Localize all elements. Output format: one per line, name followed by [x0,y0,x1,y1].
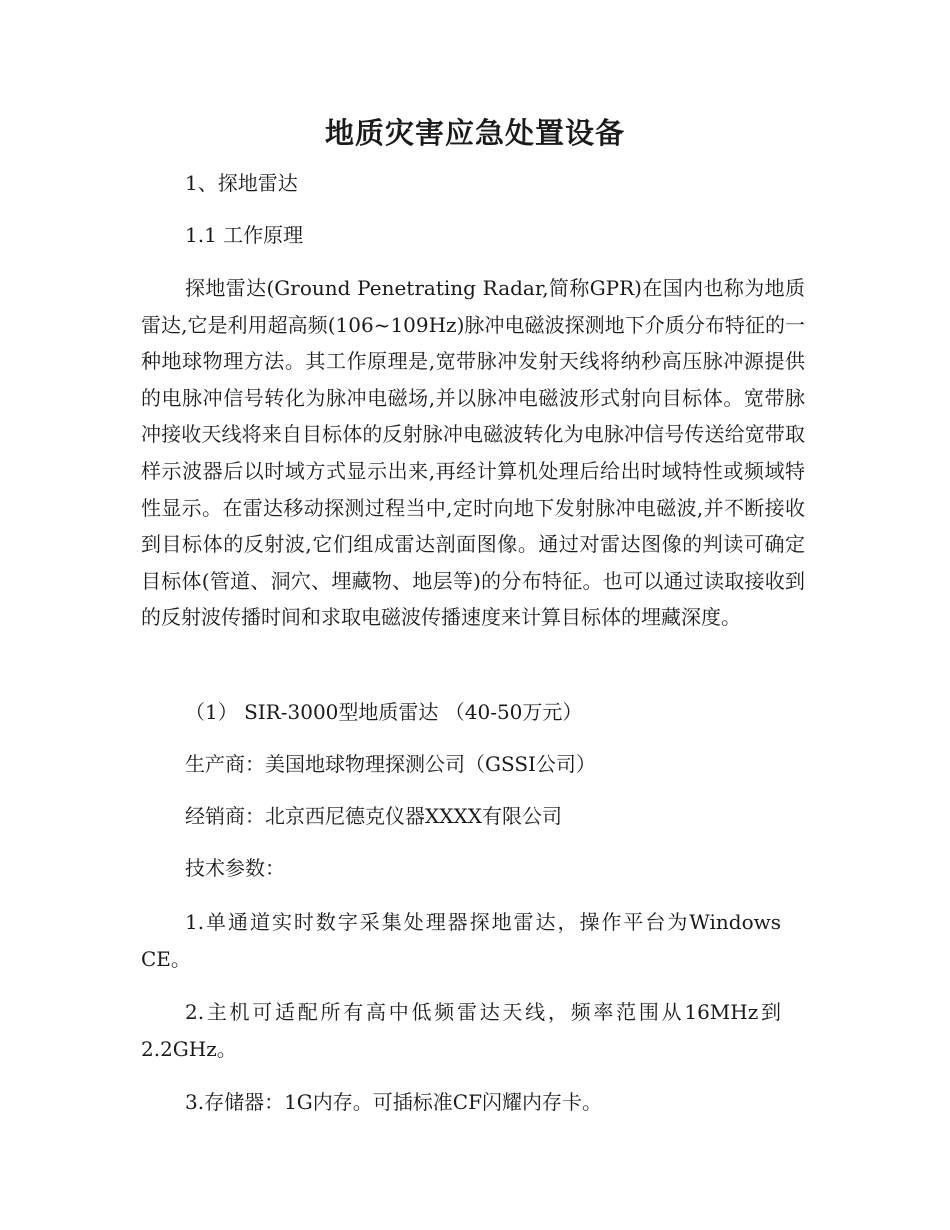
principle-paragraph: 探地雷达(Ground Penetrating Radar,简称GPR)在国内也称为地质雷达,它是利用超高频(106~109Hz)脉冲电磁波探测地下介质分布特征的一种地球物理方法。其工作原理是,宽带脉冲发射天线将纳秒高压脉冲源提供的电脉冲信号转化为脉冲电磁场,并以脉冲电磁波形式射向目标体。宽带脉冲接收天线将来自目标体的反射脉冲电磁波转化为电脉冲信号传送给宽带取样示波器后以时域方式显示出来,再经计算机处理后给出时域特性或频域特性显示。在雷达移动探测过程当中,定时向地下发射脉冲电磁波,并不断接收到目标体的反射波,它们组成雷达剖面图像。通过对雷达图像的判读可确定目标体(管道、洞穴、埋藏物、地层等)的分布特征。也可以通过读取接收到的反射波传播时间和求取电磁波传播速度来计算目标体的埋藏深度。 [141,276,805,630]
section-heading-1-1: 1.1 工作原理 [185,223,304,247]
section-heading-1: 1、探地雷达 [185,171,298,195]
product-heading: （1） SIR-3000型地质雷达 （40-50万元） [185,700,583,724]
distributor-line: 经销商：北京西尼德克仪器XXXX有限公司 [185,804,562,828]
param-item-2: 2.主机可适配所有高中低频雷达天线，频率范围从16MHz到2.2GHz。 [141,1000,781,1061]
manufacturer-line: 生产商：美国地球物理探测公司（GSSI公司） [185,752,596,776]
param-item-3: 3.存储器：1G内存。可插标准CF闪耀内存卡。 [185,1090,602,1114]
tech-params-label: 技术参数： [185,856,285,880]
param-item-1: 1.单通道实时数字采集处理器探地雷达，操作平台为Windows CE。 [141,910,781,971]
document-title: 地质灾害应急处置设备 [324,116,625,150]
